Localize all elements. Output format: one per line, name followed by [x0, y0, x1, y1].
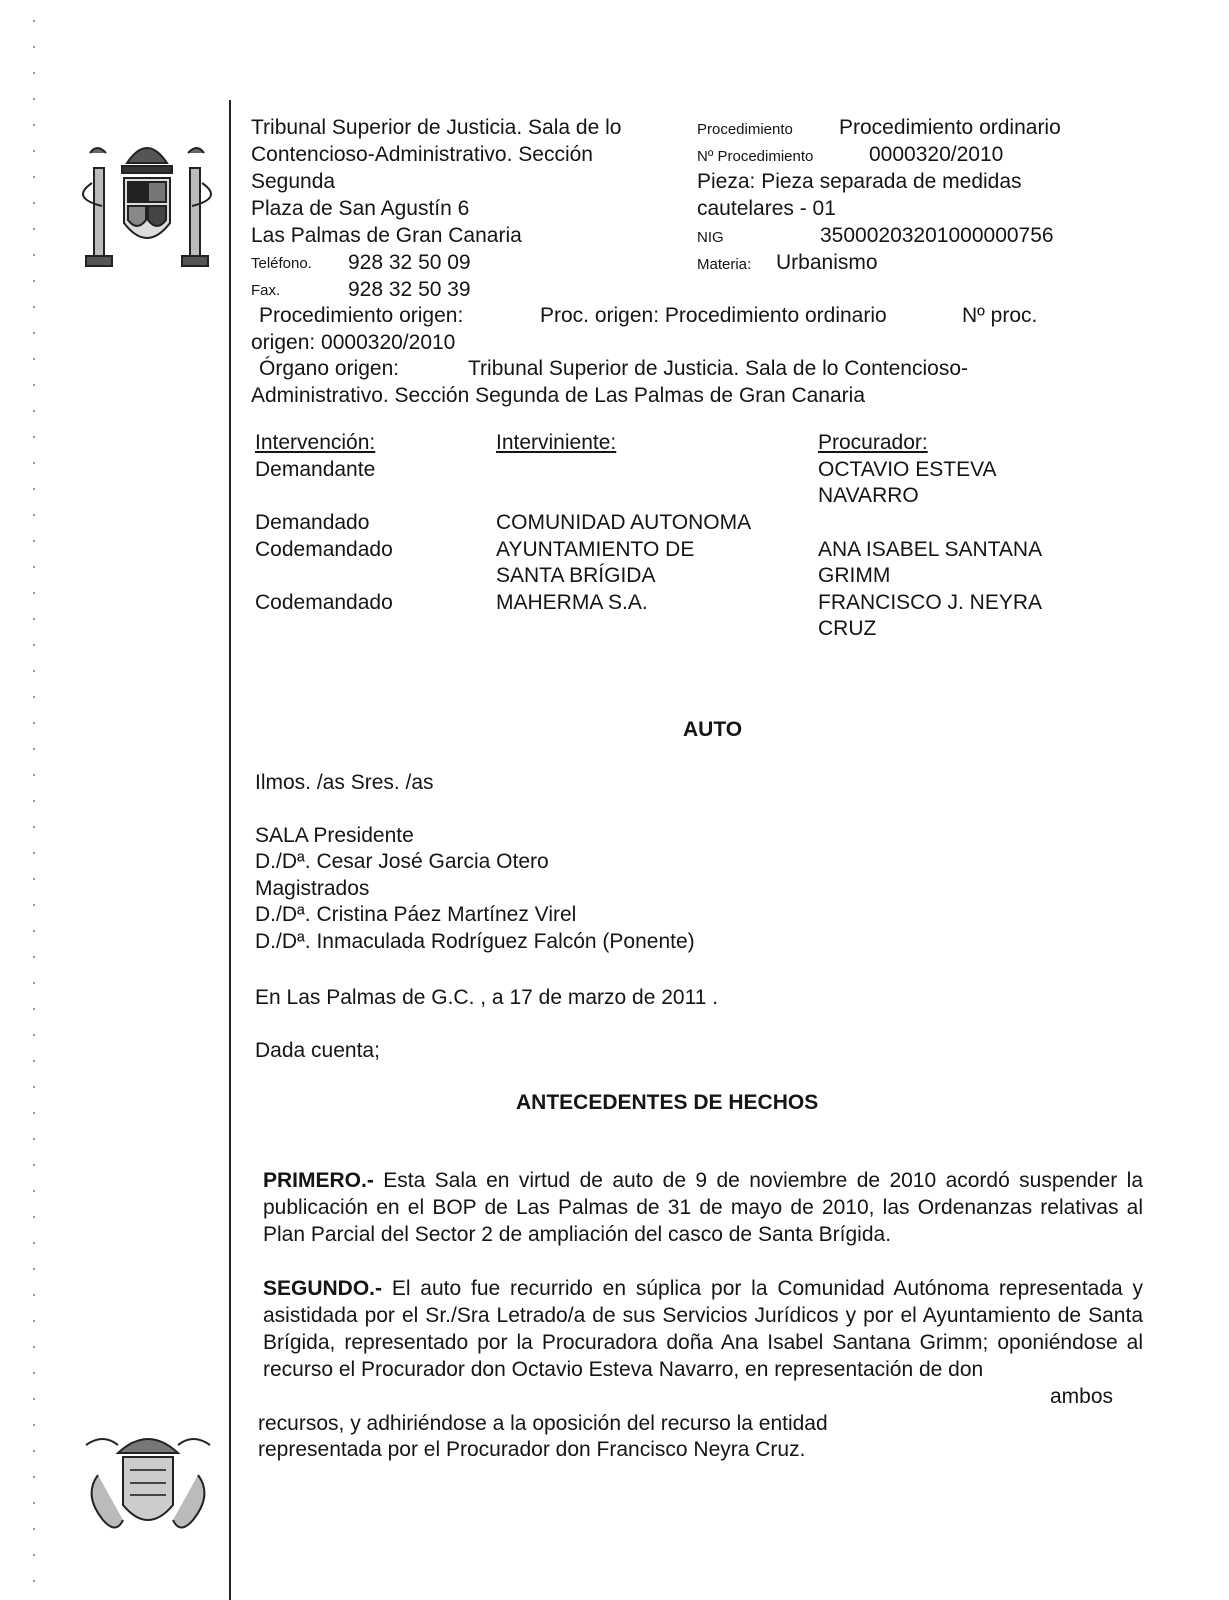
- row-4-procurador-line-1: FRANCISCO J. NEYRA: [818, 591, 1043, 614]
- pieza-line-1: Pieza: Pieza separada de medidas: [697, 170, 1022, 193]
- place-and-date: En Las Palmas de G.C. , a 17 de marzo de 2011 .: [255, 986, 719, 1009]
- materia-label: Materia:: [697, 256, 752, 273]
- row-4-procurador-line-2: CRUZ: [818, 617, 877, 640]
- row-4-intervencion: Codemandado: [255, 591, 393, 614]
- organo-origen-label: Órgano origen:: [259, 357, 400, 380]
- presidente-name: D./Dª. Cesar José Garcia Otero: [255, 850, 549, 873]
- row-4-interviniente: MAHERMA S.A.: [496, 591, 648, 614]
- pieza-line-2: cautelares - 01: [697, 197, 836, 220]
- row-3-interviniente-line-1: AYUNTAMIENTO DE: [496, 538, 695, 561]
- fax-label: Fax.: [251, 282, 281, 299]
- magistrado-1: D./Dª. Cristina Páez Martínez Virel: [255, 903, 577, 926]
- fax-number: 928 32 50 39: [348, 278, 471, 301]
- nig-label: NIG: [697, 229, 724, 246]
- segundo-line-2: recursos, y adhiriéndose a la oposición del recurso la entidad: [258, 1412, 828, 1435]
- origen-number: origen: 0000320/2010: [251, 331, 456, 354]
- procedimiento-value: Procedimiento ordinario: [839, 116, 1061, 139]
- phone-number: 928 32 50 09: [348, 251, 471, 274]
- sala-presidente-label: SALA Presidente: [255, 824, 414, 847]
- primero-label: PRIMERO.-: [263, 1169, 374, 1192]
- header-procurador: Procurador:: [818, 431, 928, 454]
- court-address: Plaza de San Agustín 6: [251, 197, 470, 220]
- row-1-procurador-line-2: NAVARRO: [818, 484, 919, 507]
- ilmos-line: Ilmos. /as Sres. /as: [255, 771, 434, 794]
- proc-origen-value: Proc. origen: Procedimiento ordinario: [540, 304, 887, 327]
- row-1-procurador-line-1: OCTAVIO ESTEVA: [818, 458, 997, 481]
- row-1-intervencion: Demandante: [255, 458, 376, 481]
- organo-origen-line-2: Administrativo. Sección Segunda de Las Palmas de Gran Canaria: [251, 384, 866, 407]
- court-name-line-2: Contencioso-Administrativo. Sección: [251, 143, 593, 166]
- header-interviniente: Interviniente:: [496, 431, 617, 454]
- materia-value: Urbanismo: [776, 251, 878, 274]
- row-3-intervencion: Codemandado: [255, 538, 393, 561]
- row-3-interviniente-line-2: SANTA BRÍGIDA: [496, 564, 656, 587]
- procedimiento-label: Procedimiento: [697, 121, 793, 138]
- num-procedimiento-value: 0000320/2010: [869, 143, 1004, 166]
- procedimiento-origen-label: Procedimiento origen:: [259, 304, 464, 327]
- magistrados-label: Magistrados: [255, 877, 370, 900]
- row-2-interviniente: COMUNIDAD AUTONOMA: [496, 511, 752, 534]
- header-intervencion: Intervención:: [255, 431, 376, 454]
- organo-origen-value: Tribunal Superior de Justicia. Sala de lo Contencioso-: [468, 357, 968, 380]
- document-title: AUTO: [683, 718, 743, 741]
- primero-text: Esta Sala en virtud de auto de 9 de noviembre de 2010 acordó suspender la publicación en el BOP de Las Palmas de 31 de mayo de 2010, las Ordenanzas relativas al Plan Parcial del Sector 2 de ampliación del casco de Santa Brígida.: [263, 1169, 1143, 1246]
- segundo-label: SEGUNDO.-: [263, 1277, 383, 1300]
- court-city: Las Palmas de Gran Canaria: [251, 224, 522, 247]
- paragraph-segundo: [263, 1275, 1143, 1383]
- segundo-text: El auto fue recurrido en súplica por la Comunidad Autónoma representada y asistidada por el Sr./Sra Letrado/a de sus Servicios Jurídicos y por el Ayuntamiento de Santa Brígida, representado por la Procuradora doña Ana Isabel Santana Grimm; oponiéndose al recurso el Procurador don Octavio Esteva Navarro, en representación de don: [263, 1277, 1143, 1381]
- row-3-procurador-line-2: GRIMM: [818, 564, 891, 587]
- paragraph-primero: [263, 1167, 1143, 1248]
- phone-label: Teléfono.: [251, 255, 312, 272]
- nig-value: 35000203201000000756: [820, 224, 1054, 247]
- row-3-procurador-line-1: ANA ISABEL SANTANA: [818, 538, 1043, 561]
- antecedentes-heading: ANTECEDENTES DE HECHOS: [516, 1091, 819, 1114]
- canary-islands-coat-of-arms-icon: [78, 1425, 218, 1545]
- margin-rule: [229, 100, 231, 1600]
- dada-cuenta: Dada cuenta;: [255, 1039, 380, 1062]
- num-proc-label: Nº proc.: [962, 304, 1038, 327]
- row-2-intervencion: Demandado: [255, 511, 370, 534]
- court-name-line-3: Segunda: [251, 170, 336, 193]
- spain-coat-of-arms-icon: [72, 128, 222, 278]
- magistrado-2: D./Dª. Inmaculada Rodríguez Falcón (Ponente): [255, 930, 695, 953]
- num-procedimiento-label: Nº Procedimiento: [697, 148, 814, 165]
- segundo-tail: ambos: [1050, 1385, 1114, 1408]
- scan-margin-marks: [33, 20, 35, 1590]
- segundo-line-3: representada por el Procurador don Francisco Neyra Cruz.: [258, 1438, 806, 1461]
- court-name-line-1: Tribunal Superior de Justicia. Sala de lo: [251, 116, 622, 139]
